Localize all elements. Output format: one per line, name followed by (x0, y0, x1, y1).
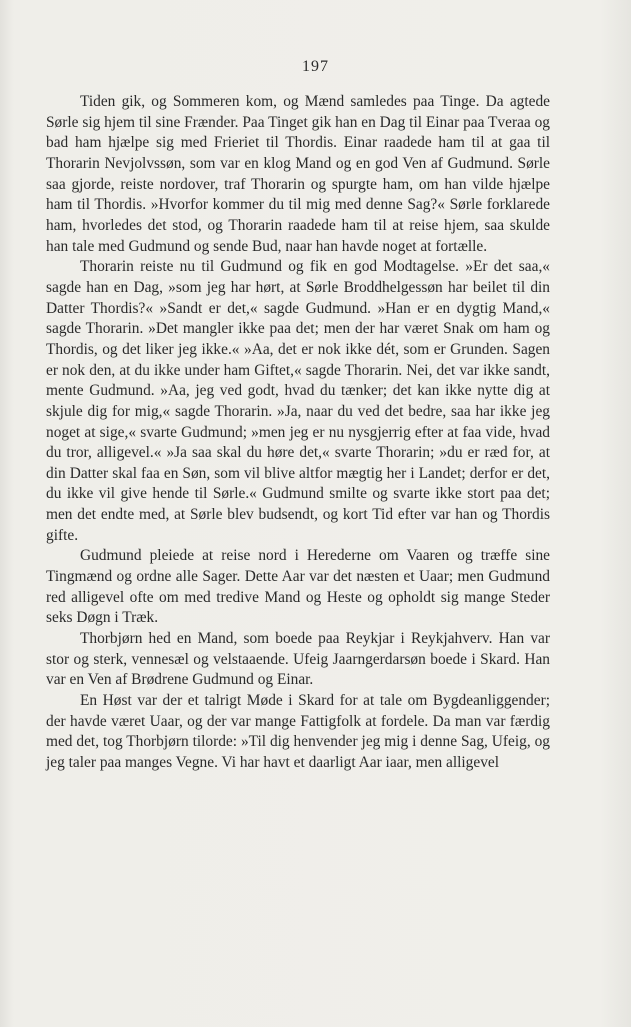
paragraph: Thorarin reiste nu til Gudmund og fik en god Modtagelse. »Er det saa,« sagde han en Dag, »som jeg har hørt, at Sørle Broddhelgessøn har beilet til din Datter Thordis?« »Sandt er det,« sagde Gudmund. »Han er en dygtig Mand,« sagde Thorarin. »Det mangler ikke paa det; men der har været Snak om ham og Thordis, og det liker jeg ikke.« »Aa, det er nok ikke dét, som er Grunden. Sagen er nok den, at du ikke under ham Giftet,« sagde Thorarin. Nei, det var ikke sandt, mente Gudmund. »Aa, jeg ved godt, hvad du tænker; det kan ikke nytte dig at skjule dig for mig,« sagde Thorarin. »Ja, naar du ved det bedre, saa har ikke jeg noget at sige,« svarte Gudmund; »men jeg er nu nysgjerrig efter at faa vide, hvad du tror, alligevel.« »Ja saa skal du høre det,« svarte Thorarin; »du er ræd for, at din Datter skal faa en Søn, som vil blive altfor mægtig her i Landet; derfor er det, du ikke vil give hende til Sørle.« Gudmund smilte og svarte ikke stort paa det; men det endte med, at Sørle blev budsendt, og kort Tid efter var han og Thordis gifte. (46, 258, 550, 544)
paragraph: En Høst var der et talrigt Møde i Skard for at tale om Bygdeanliggender; der havde været Uaar, og der var mange Fattigfolk at fordele. Da man var færdig med det, tog Thorbjørn tilorde: »Til dig henvender jeg mig i denne Sag, Ufeig, og jeg taler paa manges Vegne. Vi har havt et daarligt Aar iaar, men alligevel (46, 692, 550, 771)
body-text (46, 92, 550, 774)
paragraph: Thorbjørn hed en Mand, som boede paa Reykjar i Reykjahverv. Han var stor og sterk, vennesæl og velstaaende. Ufeig Jaarngerdarsøn boede i Skard. Han var en Ven af Brødrene Gudmund og Einar. (46, 630, 550, 689)
page-number: 197 (302, 58, 329, 75)
paragraph: Gudmund pleiede at reise nord i Herederne om Vaaren og træffe sine Tingmænd og ordne alle Sager. Dette Aar var det næsten et Uaar; men Gudmund red alligevel ofte om med tredive Mand og Heste og opholdt sig mange Steder seks Døgn i Træk. (46, 547, 550, 627)
paragraph: Tiden gik, og Sommeren kom, og Mænd samledes paa Tinge. Da agtede Sørle sig hjem til sine Frænder. Paa Tinget gik han en Dag til Einar paa Tveraa og bad ham hjælpe sig med Frieriet til Thordis. Einar raadede ham til at gaa til Thorarin Nevjolvssøn, som var en klog Mand og en god Ven af Gudmund. Sørle saa gjorde, reiste nordover, traf Thorarin og spurgte ham, om han vilde hjælpe ham til Thordis. »Hvorfor kommer du til mig med denne Sag?« Sørle forklarede ham, hvorledes det stod, og Thorarin raadede ham til at reise hjem, saa skulde han tale med Gudmund og sende Bud, naar han havde noget at fortælle. (46, 93, 550, 255)
